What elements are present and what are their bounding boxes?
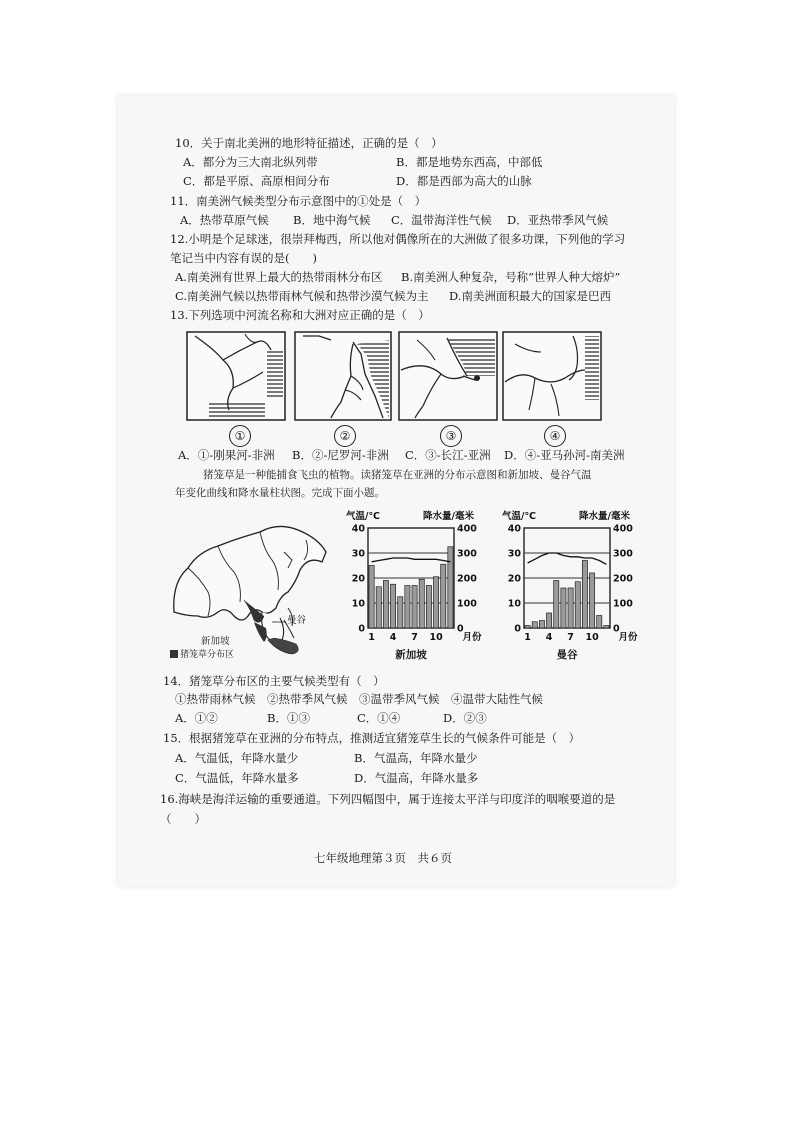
precip-bar (434, 577, 439, 628)
temp-tick-label: 30 (507, 548, 521, 560)
temp-curve (372, 558, 451, 562)
precip-bar (412, 586, 417, 629)
q11-option-c: C．温带海洋性气候 (391, 213, 492, 227)
temp-tick-label: 40 (507, 523, 521, 535)
precip-tick-label: 400 (613, 523, 633, 535)
q16-stem: 16.海峡是海洋运输的重要通道。下列四幅图中，属于连接太平洋与印度洋的咽喉要道的是 (160, 792, 616, 806)
q16-answer-blank: （ ） (160, 812, 206, 826)
precip-tick-label: 300 (457, 548, 477, 560)
x-axis-title: 月份 (618, 632, 638, 643)
temp-tick-label: 0 (514, 623, 521, 635)
q13-option-a: A．①-刚果河-非洲 (178, 448, 275, 462)
precip-axis-title: 降水量/毫米 (579, 511, 630, 522)
q15-option-a: A．气温低，年降水量少 (175, 751, 299, 765)
q12-stem-line1: 12.小明是个足球迷，很崇拜梅西，所以他对偶像所在的大洲做了很多功课，下列他的学习 (170, 232, 626, 246)
chart-title: 新加坡 (395, 649, 427, 661)
temp-tick-label: 30 (351, 548, 365, 560)
q14-options: ①热带雨林气候 ②热带季风气候 ③温带季风气候 ④温带大陆性气候 (175, 692, 543, 706)
temp-tick-label: 10 (351, 598, 365, 610)
q14-stem: 14．猪笼草分布区的主要气候类型有（ ） (163, 674, 385, 688)
precip-bar (419, 579, 424, 628)
q13-option-c: C．③-长江-亚洲 (405, 448, 491, 462)
month-tick-label: 7 (411, 632, 418, 643)
q14-option-a: A．①② (175, 711, 218, 725)
page-footer: 七年级地理第３页 共６页 (314, 851, 452, 865)
asia-map-label-bangkok: 曼谷 (287, 615, 307, 626)
precip-bar (383, 581, 388, 629)
temp-axis-title: 气温/℃ (502, 511, 536, 522)
precip-bar (561, 588, 566, 628)
month-tick-label: 4 (545, 632, 553, 643)
q13-option-d: D．④-亚马孙河-南美洲 (504, 448, 625, 462)
temp-curve (528, 553, 607, 564)
q15-option-d: D．气温高，年降水量多 (354, 771, 479, 785)
q15-option-c: C．气温低，年降水量多 (175, 771, 299, 785)
month-tick-label: 1 (368, 632, 375, 643)
precip-bar (582, 561, 587, 629)
precip-bar (547, 613, 552, 628)
river-map-2 (295, 332, 391, 420)
q13-option-b: B．②-尼罗河-非洲 (292, 448, 389, 462)
q15-stem: 15．根据猪笼草在亚洲的分布特点，推测适宜猪笼草生长的气候条件可能是（ ） (163, 731, 581, 745)
month-tick-label: 10 (585, 632, 599, 643)
climate-chart-bangkok (500, 508, 638, 668)
q13-stem: 13.下列选项中河流名称和大洲对应正确的是（ ） (170, 308, 430, 322)
temp-tick-label: 40 (351, 523, 365, 535)
precip-tick-label: 100 (457, 598, 477, 610)
q10-option-d: D．都是西部为高大的山脉 (396, 174, 532, 188)
asia-map-label-singapore: 新加坡 (201, 636, 230, 647)
precip-tick-label: 0 (457, 623, 464, 635)
precip-bar (525, 626, 530, 629)
precip-bar (369, 566, 374, 629)
month-tick-label: 4 (389, 632, 397, 643)
precip-tick-label: 100 (613, 598, 633, 610)
map-label-3: ③ (440, 425, 462, 447)
temp-tick-label: 20 (351, 573, 365, 585)
precip-bar (568, 588, 573, 628)
precip-bar (391, 584, 396, 628)
precip-bar (448, 547, 453, 628)
map-label-1: ① (229, 425, 251, 447)
precip-tick-label: 200 (613, 573, 633, 585)
q14-option-d: D．②③ (443, 711, 487, 725)
precip-bar (376, 587, 381, 628)
material-intro-line1: 猪笼草是一种能捕食飞虫的植物。读猪笼草在亚洲的分布示意图和新加坡、曼谷气温 (203, 469, 592, 481)
precip-bar (554, 581, 559, 629)
chart-title: 曼谷 (556, 649, 578, 661)
q12-option-a: A.南美洲有世界上最大的热带雨林分布区 (175, 270, 383, 284)
asia-distribution-map (168, 512, 338, 664)
map-label-2: ② (334, 425, 356, 447)
precip-bar (604, 626, 609, 629)
precip-bar (405, 586, 410, 629)
q15-option-b: B．气温高，年降水量少 (354, 751, 478, 765)
asia-map-legend: 猪笼草分布区 (180, 650, 235, 660)
q11-option-a: A．热带草原气候 (180, 213, 269, 227)
month-tick-label: 10 (429, 632, 443, 643)
river-map-4 (503, 332, 601, 420)
precip-bar (597, 616, 602, 629)
river-map-1 (187, 332, 285, 420)
precip-tick-label: 200 (457, 573, 477, 585)
precip-bar (398, 597, 403, 628)
x-axis-title: 月份 (462, 632, 482, 643)
precip-bar (539, 621, 544, 629)
river-map-3 (399, 332, 497, 420)
material-intro-line2: 年变化曲线和降水量柱状图。完成下面小题。 (175, 487, 385, 499)
precip-bar (532, 622, 537, 628)
q10-option-c: C．都是平原、高原相间分布 (183, 174, 330, 188)
temp-axis-title: 气温/℃ (346, 511, 380, 522)
q11-option-d: D．亚热带季风气候 (507, 213, 609, 227)
temp-tick-label: 10 (507, 598, 521, 610)
temp-tick-label: 20 (507, 573, 521, 585)
temp-tick-label: 0 (358, 623, 365, 635)
q11-option-b: B．地中海气候 (293, 213, 371, 227)
river-maps (185, 330, 605, 425)
q12-option-d: D.南美洲面积最大的国家是巴西 (449, 289, 611, 303)
precip-bar (426, 586, 431, 629)
precip-bar (590, 573, 595, 628)
precip-bar (441, 564, 446, 628)
precip-bar (575, 582, 580, 628)
q10-stem: 10．关于南北美洲的地形特征描述，正确的是（ ） (175, 136, 443, 150)
q10-option-b: B．都是地势东西高，中部低 (396, 155, 543, 169)
month-tick-label: 7 (567, 632, 574, 643)
precip-axis-title: 降水量/毫米 (423, 511, 474, 522)
month-tick-label: 1 (524, 632, 531, 643)
precip-tick-label: 400 (457, 523, 477, 535)
map-label-4: ④ (544, 425, 566, 447)
precip-tick-label: 300 (613, 548, 633, 560)
climate-chart-singapore (344, 508, 482, 668)
q12-stem-line2: 笔记当中内容有误的是( ) (170, 251, 317, 265)
q12-option-b: B.南美洲人种复杂，号称“世界人种大熔炉” (401, 270, 621, 284)
q12-option-c: C.南美洲气候以热带雨林气候和热带沙漠气候为主 (175, 289, 429, 303)
q11-stem: 11．南美洲气候类型分布示意图中的①处是（ ） (170, 194, 427, 208)
q14-option-b: B．①③ (267, 711, 310, 725)
precip-tick-label: 0 (613, 623, 620, 635)
q10-option-a: A．都分为三大南北纵列带 (183, 155, 318, 169)
q14-option-c: C．①④ (357, 711, 401, 725)
